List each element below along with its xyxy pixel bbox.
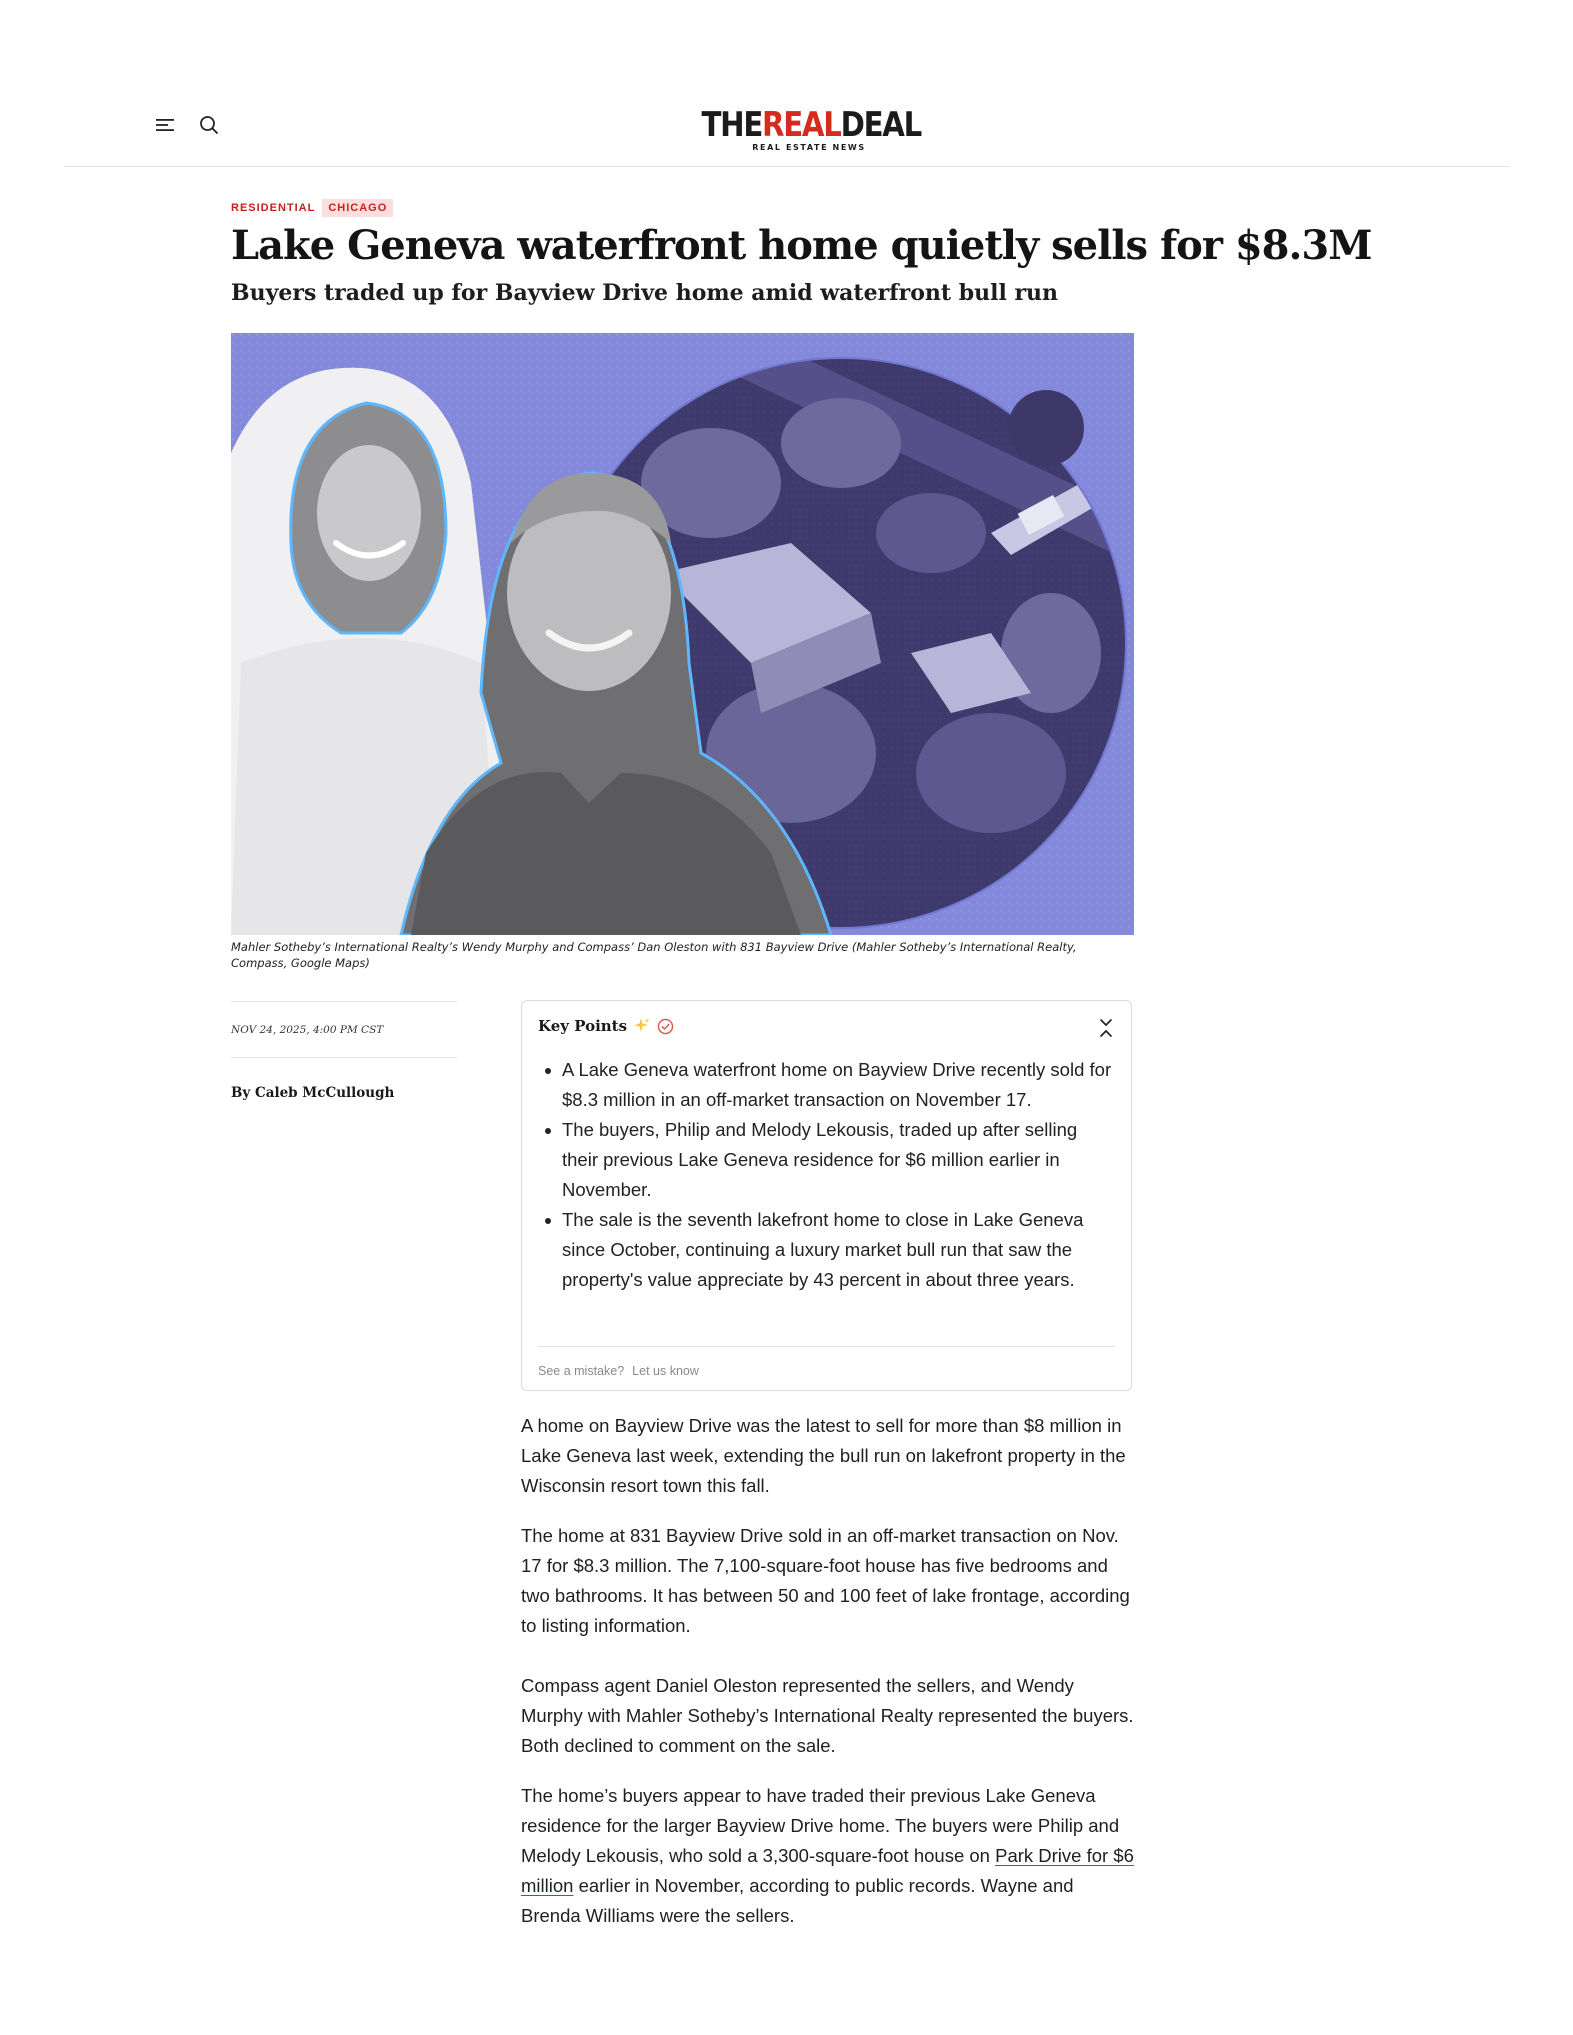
key-points-list	[562, 1055, 1117, 1295]
site-logo[interactable]	[684, 105, 934, 156]
site-header	[64, 90, 1510, 167]
paragraph-text: earlier in November, according to public records. Wayne and Brenda Williams were the sellers.	[521, 1875, 1074, 1926]
article-subtitle: Buyers traded up for Bayview Drive home amid waterfront bull run	[231, 280, 1059, 306]
article-tags	[231, 199, 393, 217]
chevron-collapse-icon	[1099, 1017, 1113, 1039]
article-body	[521, 1411, 1136, 1931]
report-mistake-link[interactable]: Let us know	[632, 1364, 699, 1378]
paragraph-text: The home’s buyers appear to have traded their previous Lake Geneva residence for the larger Bayview Drive home. The buyers were Philip and Melody Lekousis, who sold a 3,300-square-foot house on	[521, 1785, 1120, 1866]
menu-button[interactable]	[150, 110, 180, 140]
key-point-item: The buyers, Philip and Melody Lekousis, traded up after selling their previous Lake Geneva residence for $6 million earlier in November.	[562, 1115, 1117, 1205]
verified-check-icon	[657, 1018, 674, 1035]
mistake-prompt: See a mistake?	[538, 1364, 625, 1378]
image-caption: Mahler Sotheby’s International Realty’s Wendy Murphy and Compass’ Dan Oleston with 831 Bayview Drive (Mahler Sotheby’s International Realty, Compass, Google Maps)	[231, 940, 1077, 970]
author-byline[interactable]: By Caleb McCullough	[231, 1085, 395, 1101]
key-points-panel	[521, 1000, 1132, 1391]
key-point-item: The sale is the seventh lakefront home to close in Lake Geneva since October, continuing a luxury market bull run that saw the property's value appreciate by 43 percent in about three years.	[562, 1205, 1117, 1295]
key-points-footer	[538, 1364, 699, 1378]
hamburger-menu-icon	[156, 118, 174, 132]
key-points-collapse-button[interactable]	[1093, 1013, 1119, 1043]
body-paragraph: A home on Bayview Drive was the latest to sell for more than $8 million in Lake Geneva last week, extending the bull run on lakefront property in the Wisconsin resort town this fall.	[521, 1415, 1126, 1496]
key-points-title: Key Points	[538, 1017, 628, 1035]
park-drive-sale-link[interactable]: Park Drive for $6 million	[521, 1845, 1134, 1896]
body-paragraph	[521, 1781, 1136, 1931]
search-icon	[199, 115, 219, 135]
body-paragraph: Compass agent Daniel Oleston represented the sellers, and Wendy Murphy with Mahler Sotheby’s International Realty represented the buyers. Both declined to comment on the sale.	[521, 1675, 1134, 1756]
search-button[interactable]	[194, 110, 224, 140]
meta-divider-top	[231, 1001, 457, 1002]
key-points-divider	[538, 1346, 1115, 1347]
logo-tagline: REAL ESTATE NEWS	[752, 143, 866, 152]
tag-residential[interactable]: RESIDENTIAL	[231, 202, 316, 214]
sparkle-icon	[633, 1017, 651, 1035]
key-points-header	[538, 1017, 674, 1035]
tag-chicago[interactable]: CHICAGO	[322, 199, 393, 217]
hero-illustration	[231, 333, 1134, 935]
article-title: Lake Geneva waterfront home quietly sells for $8.3M	[231, 222, 1372, 269]
publish-date: NOV 24, 2025, 4:00 PM CST	[231, 1024, 384, 1036]
hero-image	[231, 333, 1134, 935]
logo-wordmark: THEREALDEAL	[701, 105, 921, 145]
meta-divider-bottom	[231, 1057, 457, 1058]
key-point-item: A Lake Geneva waterfront home on Bayview Drive recently sold for $8.3 million in an off-market transaction on November 17.	[562, 1055, 1117, 1115]
body-paragraph: The home at 831 Bayview Drive sold in an off-market transaction on Nov. 17 for $8.3 million. The 7,100-square-foot house has five bedrooms and two bathrooms. It has between 50 and 100 feet of lake frontage, according to listing information.	[521, 1525, 1130, 1636]
